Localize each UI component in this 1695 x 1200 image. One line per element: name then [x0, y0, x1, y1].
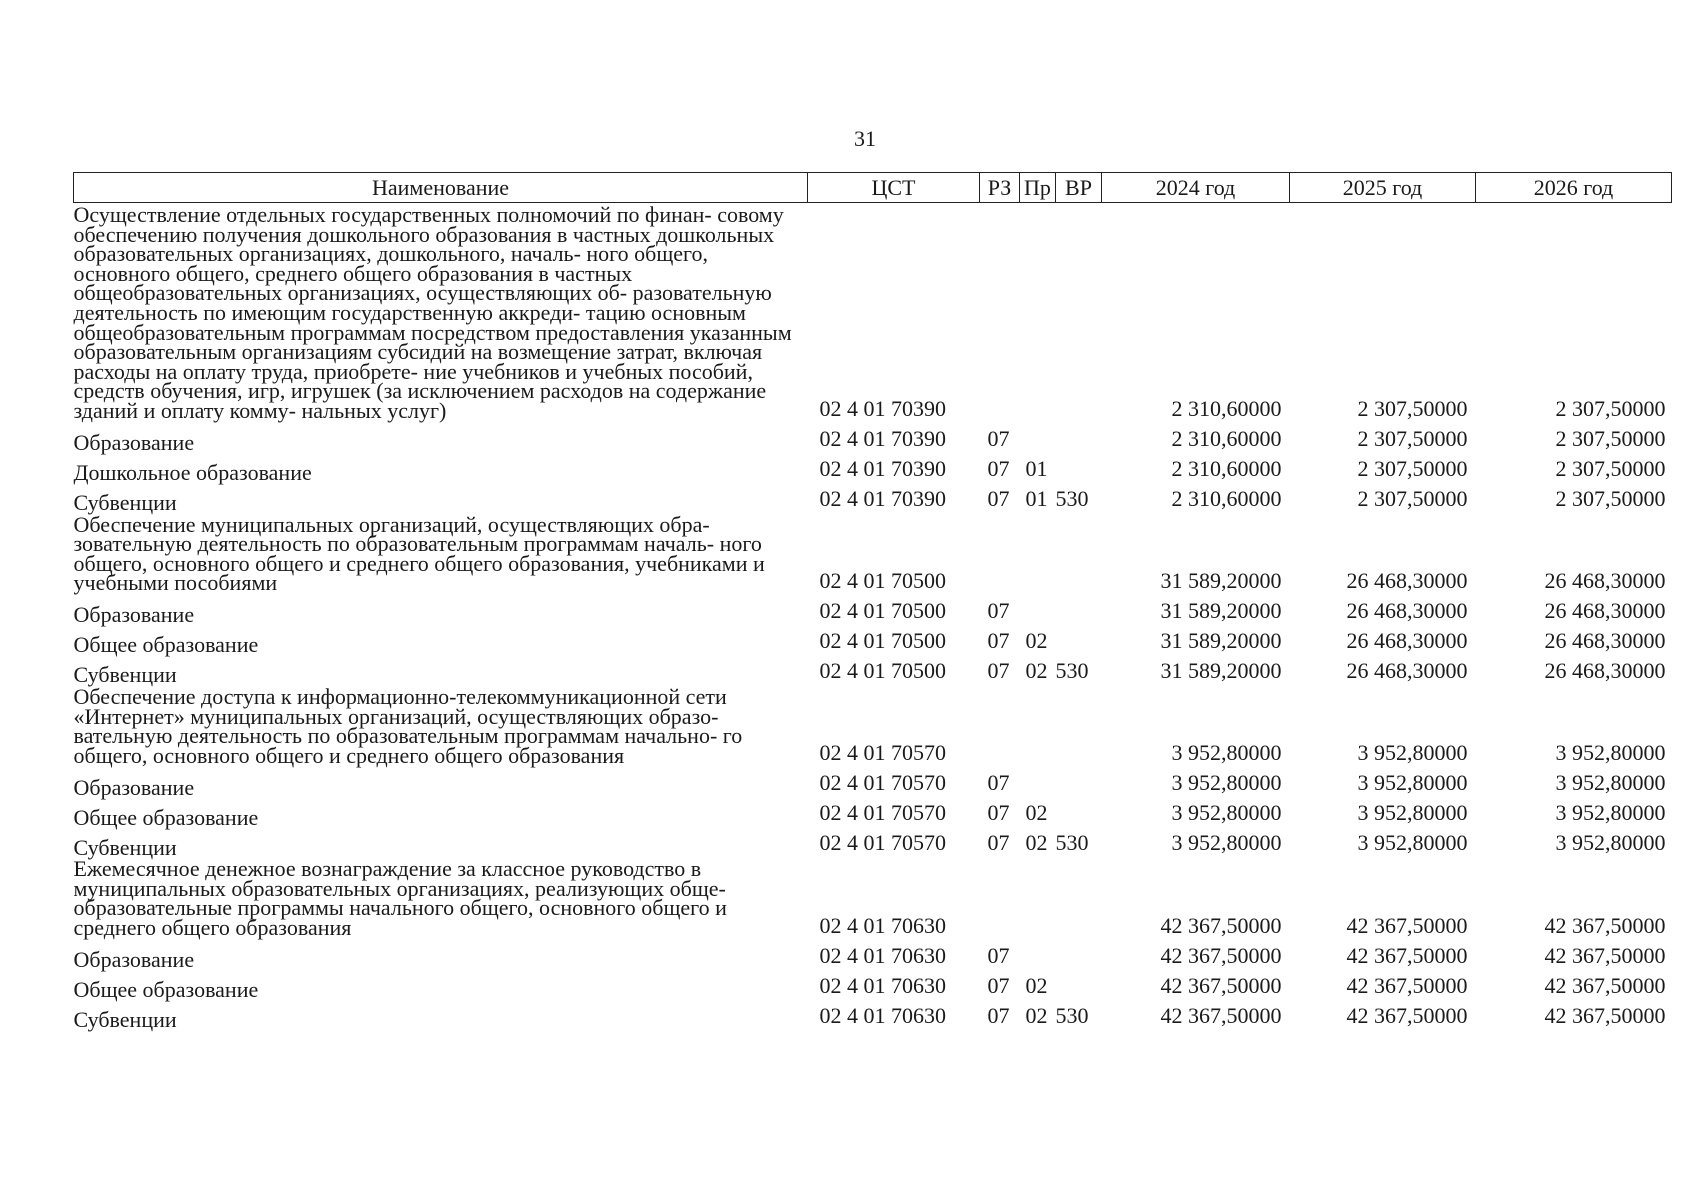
row-value-2025: 2 307,50000 [1357, 425, 1468, 451]
table-body [73, 202, 1672, 1033]
row-pr [1020, 595, 1056, 625]
row-cst: 02 4 01 70570 [819, 830, 946, 856]
row-value-2026: 42 367,50000 [1544, 912, 1666, 938]
row-name: Образование [73, 774, 195, 800]
row-value-2024: 2 310,60000 [1171, 395, 1282, 421]
row-value-2026: 42 367,50000 [1544, 1002, 1666, 1028]
row-pr: 02 [1025, 800, 1048, 826]
header-2025: 2025 год [1290, 173, 1476, 203]
row-value-2026: 3 952,80000 [1555, 830, 1666, 856]
row-vr [1056, 453, 1102, 483]
table-row [74, 203, 1672, 423]
row-value-2025: 3 952,80000 [1357, 800, 1468, 826]
row-name: Образование [73, 602, 195, 628]
row-value-2025: 2 307,50000 [1357, 455, 1468, 481]
table-row [74, 625, 1672, 655]
row-rz: 07 [987, 1002, 1010, 1028]
row-value-2026: 2 307,50000 [1555, 395, 1666, 421]
row-value-2024: 42 367,50000 [1160, 1002, 1282, 1028]
table-row [74, 970, 1672, 1000]
table-header [74, 173, 1672, 203]
row-pr: 02 [1025, 627, 1048, 653]
row-cst: 02 4 01 70630 [819, 912, 946, 938]
row-value-2024: 42 367,50000 [1160, 972, 1282, 998]
row-cst: 02 4 01 70500 [819, 657, 946, 683]
table-row [74, 483, 1672, 513]
table-row [74, 595, 1672, 625]
header-vr: ВР [1056, 173, 1102, 203]
row-value-2026: 42 367,50000 [1544, 942, 1666, 968]
row-vr [1056, 685, 1102, 767]
row-rz [980, 857, 1020, 939]
row-value-2024: 31 589,20000 [1160, 657, 1282, 683]
header-pr: Пр [1020, 173, 1056, 203]
row-rz: 07 [987, 830, 1010, 856]
row-vr [1056, 203, 1102, 423]
row-rz: 07 [987, 942, 1010, 968]
row-name: Обеспечение доступа к информационно-телекоммуникационной сети «Интернет» муниципальных организаций, осуществляющих образо- вательную деятельность по образовательным программам начально- го общего, основного общего и среднего общего образования [73, 683, 743, 768]
row-value-2024: 2 310,60000 [1171, 425, 1282, 451]
row-cst: 02 4 01 70500 [819, 627, 946, 653]
table-row [74, 453, 1672, 483]
table-row [74, 767, 1672, 797]
row-value-2024: 42 367,50000 [1160, 942, 1282, 968]
row-cst: 02 4 01 70630 [819, 1002, 946, 1028]
row-value-2025: 26 468,30000 [1346, 657, 1468, 683]
row-value-2026: 3 952,80000 [1555, 740, 1666, 766]
page-number: 31 [854, 126, 876, 151]
row-vr: 530 [1055, 485, 1089, 511]
row-vr [1056, 595, 1102, 625]
row-value-2025: 3 952,80000 [1357, 740, 1468, 766]
row-name: Общее образование [73, 977, 259, 1003]
row-name: Общее образование [73, 804, 259, 830]
row-vr [1056, 797, 1102, 827]
row-rz: 07 [987, 597, 1010, 623]
row-value-2025: 3 952,80000 [1357, 770, 1468, 796]
row-value-2024: 3 952,80000 [1171, 740, 1282, 766]
row-vr [1056, 423, 1102, 453]
row-value-2024: 3 952,80000 [1171, 770, 1282, 796]
row-value-2026: 3 952,80000 [1555, 800, 1666, 826]
row-name: Образование [73, 429, 195, 455]
row-pr: 01 [1025, 455, 1048, 481]
row-name: Субвенции [73, 489, 177, 515]
row-pr [1020, 857, 1056, 939]
row-vr [1056, 857, 1102, 939]
row-value-2025: 3 952,80000 [1357, 830, 1468, 856]
row-rz: 07 [987, 455, 1010, 481]
header-name: Наименование [74, 173, 808, 203]
row-rz: 07 [987, 425, 1010, 451]
row-pr: 02 [1025, 972, 1048, 998]
row-cst: 02 4 01 70500 [819, 597, 946, 623]
row-name: Субвенции [73, 662, 177, 688]
row-cst: 02 4 01 70570 [819, 770, 946, 796]
row-value-2025: 26 468,30000 [1346, 627, 1468, 653]
header-2024: 2024 год [1102, 173, 1290, 203]
table-row [74, 797, 1672, 827]
row-value-2025: 2 307,50000 [1357, 485, 1468, 511]
header-2026: 2026 год [1476, 173, 1672, 203]
row-value-2025: 42 367,50000 [1346, 972, 1468, 998]
row-value-2026: 3 952,80000 [1555, 770, 1666, 796]
table-row [74, 940, 1672, 970]
row-value-2026: 42 367,50000 [1544, 972, 1666, 998]
table-row [74, 857, 1672, 939]
row-value-2026: 2 307,50000 [1555, 485, 1666, 511]
header-row [74, 173, 1672, 203]
row-value-2025: 2 307,50000 [1357, 395, 1468, 421]
row-cst: 02 4 01 70390 [819, 395, 946, 421]
budget-table [73, 172, 1672, 1033]
row-pr [1020, 685, 1056, 767]
row-vr: 530 [1055, 1002, 1089, 1028]
row-value-2024: 31 589,20000 [1160, 567, 1282, 593]
row-vr [1056, 940, 1102, 970]
row-rz: 07 [987, 972, 1010, 998]
row-value-2025: 26 468,30000 [1346, 567, 1468, 593]
table-row [74, 827, 1672, 857]
row-pr: 02 [1025, 657, 1048, 683]
row-rz: 07 [987, 485, 1010, 511]
row-cst: 02 4 01 70390 [819, 425, 946, 451]
table-row [74, 685, 1672, 767]
row-value-2026: 26 468,30000 [1544, 657, 1666, 683]
row-rz: 07 [987, 770, 1010, 796]
row-rz: 07 [987, 627, 1010, 653]
row-value-2026: 2 307,50000 [1555, 455, 1666, 481]
row-cst: 02 4 01 70630 [819, 972, 946, 998]
row-vr [1056, 513, 1102, 595]
row-value-2024: 42 367,50000 [1160, 912, 1282, 938]
row-value-2026: 26 468,30000 [1544, 627, 1666, 653]
row-value-2025: 42 367,50000 [1346, 912, 1468, 938]
table-row [74, 513, 1672, 595]
row-cst: 02 4 01 70500 [819, 567, 946, 593]
row-value-2026: 26 468,30000 [1544, 597, 1666, 623]
row-rz: 07 [987, 657, 1010, 683]
row-name: Образование [73, 947, 195, 973]
row-rz [980, 203, 1020, 423]
row-pr [1020, 423, 1056, 453]
row-pr: 02 [1025, 830, 1048, 856]
row-value-2024: 2 310,60000 [1171, 455, 1282, 481]
row-value-2026: 26 468,30000 [1544, 567, 1666, 593]
table-row [74, 655, 1672, 685]
row-pr [1020, 203, 1056, 423]
row-rz [980, 513, 1020, 595]
row-cst: 02 4 01 70390 [819, 455, 946, 481]
row-vr: 530 [1055, 830, 1089, 856]
row-value-2025: 26 468,30000 [1346, 597, 1468, 623]
row-cst: 02 4 01 70630 [819, 942, 946, 968]
row-value-2024: 2 310,60000 [1171, 485, 1282, 511]
header-cst: ЦСТ [808, 173, 980, 203]
row-pr [1020, 940, 1056, 970]
row-value-2024: 3 952,80000 [1171, 800, 1282, 826]
table-row [74, 1000, 1672, 1030]
row-vr [1056, 625, 1102, 655]
row-name: Ежемесячное денежное вознаграждение за классное руководство в муниципальных образовательных организациях, реализующих обще- образовательные программы начального общего, основного общего и среднего общего образования [73, 856, 727, 941]
row-name: Обеспечение муниципальных организаций, осуществляющих обра- зовательную деятельность по образовательным программам началь- ного общего, основного общего и среднего общего образования, учебниками и учебными пособиями [73, 511, 765, 596]
row-value-2025: 42 367,50000 [1346, 942, 1468, 968]
row-vr [1056, 767, 1102, 797]
row-cst: 02 4 01 70570 [819, 800, 946, 826]
row-rz [980, 685, 1020, 767]
row-value-2026: 2 307,50000 [1555, 425, 1666, 451]
row-vr [1056, 970, 1102, 1000]
row-name: Осуществление отдельных государственных полномочий по финан- совому обеспечению получения дошкольного образования в частных дошкольных образовательных организациях, дошкольного, началь- ного общего, основного общего, среднего общего образования в частных общеобразовательных организациях, осуществляющих об- разовательную деятельность по имеющим государственную аккреди- тацию основным общеобразовательным программам посредством предоставления указанным образовательным организациям субсидий на возмещение затрат, включая расходы на оплату труда, приобрете- ние учебников и учебных пособий, средств обучения, игр, игрушек (за исключением расходов на содержание зданий и оплату комму- нальных услуг) [73, 202, 792, 423]
row-value-2024: 31 589,20000 [1160, 597, 1282, 623]
row-value-2024: 31 589,20000 [1160, 627, 1282, 653]
row-name: Общее образование [73, 632, 259, 658]
row-rz: 07 [987, 800, 1010, 826]
row-name: Субвенции [73, 834, 177, 860]
header-rz: РЗ [980, 173, 1020, 203]
row-pr: 01 [1025, 485, 1048, 511]
row-value-2024: 3 952,80000 [1171, 830, 1282, 856]
row-cst: 02 4 01 70390 [819, 485, 946, 511]
row-value-2025: 42 367,50000 [1346, 1002, 1468, 1028]
row-name: Субвенции [73, 1007, 177, 1033]
table-row [74, 423, 1672, 453]
row-cst: 02 4 01 70570 [819, 740, 946, 766]
row-vr: 530 [1055, 657, 1089, 683]
row-pr [1020, 767, 1056, 797]
row-pr [1020, 513, 1056, 595]
row-pr: 02 [1025, 1002, 1048, 1028]
row-name: Дошкольное образование [73, 459, 312, 485]
